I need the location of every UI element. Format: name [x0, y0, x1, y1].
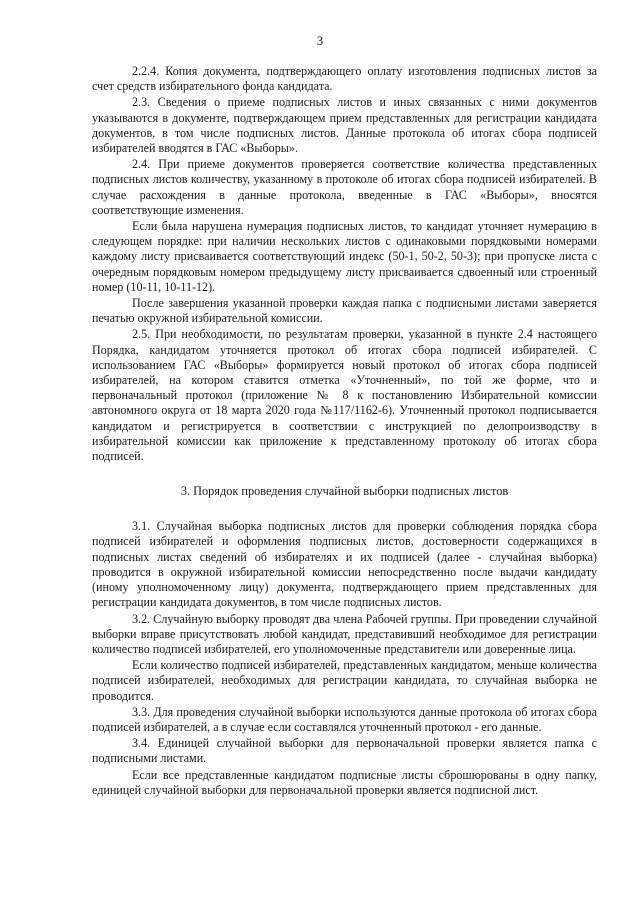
- paragraph-3-1: 3.1. Случайная выборка подписных листов для проверки соблюдения порядка сбора подписей избирателей и оформления подписных листов, достоверности содержащихся в подписных листах сведений об избирателях и их подписей (далее - случайная выборка) проводится в окружной избирательной комиссии непосредственно после выдачи кандидату (иному уполномоченному лицу) документа, подтверждающего прием представленных для регистрации кандидата документов, в том числе подписных листов.: [92, 519, 597, 610]
- section-heading-3: 3. Порядок проведения случайной выборки подписных листов: [180, 484, 509, 499]
- page-number: 3: [316, 34, 324, 48]
- paragraph-3-3: 3.3. Для проведения случайной выборки используются данные протокола об итогах сбора подписей избирателей, а в случае если составлялся уточненный протокол - его данные.: [92, 704, 597, 734]
- paragraph-2-2-4: 2.2.4. Копия документа, подтверждающего оплату изготовления подписных листов за счет средств избирательного фонда кандидата.: [92, 64, 597, 94]
- paragraph-folder-seal: После завершения указанной проверки каждая папка с подписными листами заверяется печатью окружной избирательной комиссии.: [92, 296, 597, 326]
- paragraph-2-3: 2.3. Сведения о приеме подписных листов и иных связанных с ними документов указываются в документе, подтверждающем прием представленных для регистрации кандидата документов, в том числе подписных листов. Данные протокола об итогах сбора подписей избирателей вводятся в ГАС «Выборы».: [92, 95, 597, 156]
- paragraph-2-5: 2.5. При необходимости, по результатам проверки, указанной в пункте 2.4 настоящего Порядка, кандидатом уточняется протокол об итогах сбора подписей избирателей. С использованием ГАС «Выборы» формируется новый протокол об итогах сбора подписей избирателей, на котором ставится отметка «Уточненный», по той же форме, что и первоначальный протокол (приложение № 8 к постановлению Избирательной комиссии автономного округа от 18 марта 2020 года №117/1162-6). Уточненный протокол подписывается кандидатом и регистрируется в соответствии с инструкцией по делопроизводству в избирательной комиссии как приложение к представленному протоколу об итогах сбора подписей.: [92, 327, 597, 464]
- paragraph-2-4: 2.4. При приеме документов проверяется соответствие количества представленных подписных листов количеству, указанному в протоколе об итогах сбора подписей избирателей. В случае расхождения в данные протокола, введенные в ГАС «Выборы», вносятся соответствующие изменения.: [92, 157, 597, 217]
- paragraph-single-folder: Если все представленные кандидатом подписные листы сброшюрованы в одну папку, единицей случайной выборки для первоначальной проверки является подписной лист.: [92, 767, 597, 797]
- paragraph-3-4: 3.4. Единицей случайной выборки для первоначальной проверки является папка с подписными листами.: [92, 736, 597, 766]
- paragraph-3-2: 3.2. Случайную выборку проводят два члена Рабочей группы. При проведении случайной выборки вправе присутствовать любой кандидат, представивший необходимое для регистрации количество подписей избирателей, его уполномоченные представители или доверенные лица.: [92, 611, 597, 656]
- paragraph-sample-not-held: Если количество подписей избирателей, представленных кандидатом, меньше количества подписей избирателей, необходимых для регистрации кандидата, то случайная выборка не проводится.: [92, 658, 597, 703]
- document-body: [92, 64, 597, 799]
- paragraph-numbering: Если была нарушена нумерация подписных листов, то кандидат уточняет нумерацию в следующем порядке: при наличии нескольких листов с одинаковыми порядковыми номерами каждому листу присваивается соответствующий индекс (50-1, 50-2, 50-3); при пропуске листа с очередным порядковым номером предыдущему листу присваивается сдвоенный или строенный номер (10-11, 10-11-12).: [92, 219, 597, 294]
